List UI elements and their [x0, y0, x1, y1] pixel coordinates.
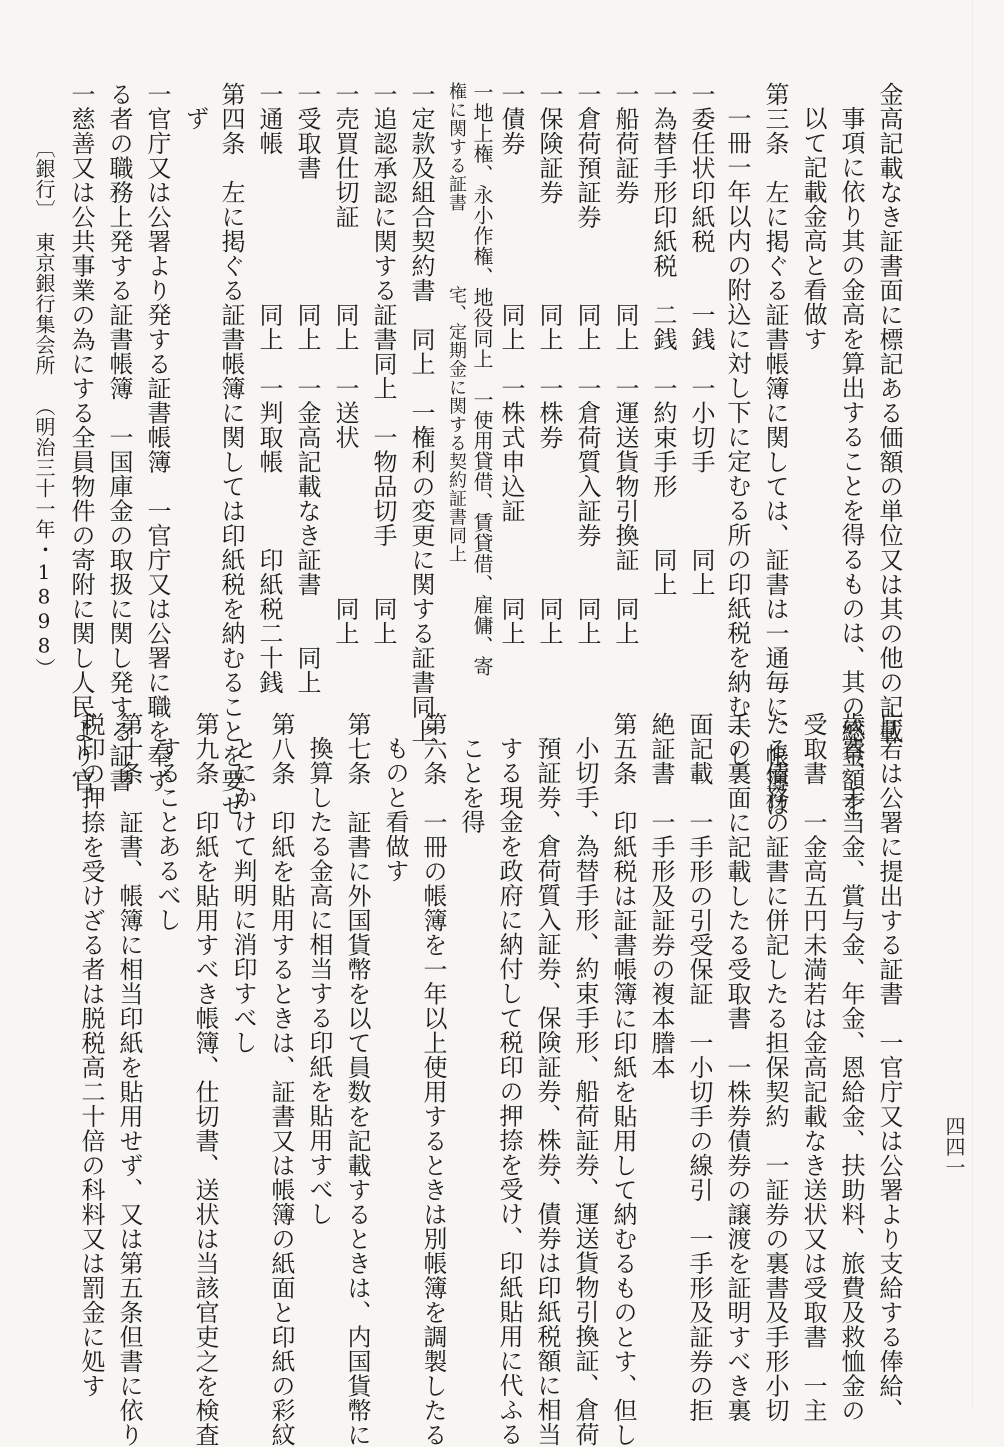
- tax-list-row: 一定款及組合契約書 同上 一権利の変更に関する証書同上: [407, 82, 435, 744]
- top-column: 事項に依り其の金高を算出することを得るものは、其の総金額を: [837, 106, 865, 817]
- top-column: ず: [181, 106, 209, 131]
- page-number: 四四一: [942, 1116, 966, 1178]
- tax-list-row: 一船荷証券 同上 一運送貨物引換証 同上: [611, 82, 639, 646]
- bottom-column: する現金を政府に納付して税印の押捺を受け、印紙貼用に代ふる: [495, 736, 523, 1447]
- top-column: 以て記載金高と看做す: [799, 106, 827, 351]
- tax-list-row: 一通帳 同上 一判取帳 印紙税二十銭: [255, 82, 283, 695]
- bottom-column: 絶証書 一手形及証券の複本謄本: [647, 712, 675, 1080]
- article-5-heading: 第五条 印紙税は証書帳簿に印紙を貼用して納むるものとす、但し: [609, 712, 637, 1447]
- tax-list-row: 一地上権、永小作権、地役同上 一使用貸借、賃貸借、雇傭、寄: [470, 82, 494, 677]
- tax-list-row: 一売買仕切証 同上 一送状 同上: [331, 82, 359, 646]
- bottom-column: 歳費、手当金、賞与金、年金、恩給金、扶助料、旅費及救恤金の: [837, 712, 865, 1423]
- article-7-heading: 第七条 証書に外国貨幣を以て員数を記載するときは、内国貨幣に: [343, 712, 371, 1447]
- footer-section: 〔銀行〕: [32, 138, 56, 220]
- bottom-column: 預証券、倉荷質入証券、保険証券、株券、債券は印紙税額に相当: [533, 736, 561, 1447]
- footer-date: （明治三十一年・1898）: [32, 396, 56, 679]
- tax-list-row: 一委任状印紙税 一銭 一小切手 同上: [687, 82, 715, 597]
- article-6-heading: 第六条 一冊の帳簿を一年以上使用するときは別帳簿を調製したる: [419, 712, 447, 1447]
- top-column: 一官庁又は公署より発する証書帳簿 一官庁又は公署に職を奉ず: [143, 82, 171, 793]
- tax-list-row: 権に関する証書 宅、定期金に関する契約証書同上: [446, 82, 467, 563]
- tax-list-row: 一追認承認に関する証書同上 一物品切手 同上: [369, 82, 397, 646]
- bottom-column: 税印の押捺を受けざる者は脱税高二十倍の科料又は罰金に処す: [77, 712, 105, 1398]
- bottom-column: 庁若は公署に提出する証書 一官庁又は公署より支給する俸給、: [875, 712, 903, 1423]
- tax-list-row: 一受取書 同上 一金高記載なき証書 同上: [293, 82, 321, 695]
- article-9-heading: 第九条 印紙を貼用すべき帳簿、仕切書、送状は当該官吏之を検査: [191, 712, 219, 1447]
- bottom-column: ことを得: [457, 736, 485, 834]
- bottom-column: 小切手、為替手形、約束手形、船荷証券、運送貨物引換証、倉荷: [571, 736, 599, 1447]
- footer-source: 東京銀行集会所: [32, 232, 56, 376]
- article-8-heading: 第八条 印紙を貼用するときは、証書又は帳簿の紙面と印紙の彩紋: [267, 712, 295, 1447]
- top-column: 金高記載なき証書面に標記ある価額の単位又は其の他の記載: [875, 82, 903, 744]
- tax-list-row: 一為替手形印紙税 二銭 一約束手形 同上: [649, 82, 677, 597]
- top-column: 一冊一年以内の附込に対し下に定むる所の印紙税を納むへし: [723, 106, 751, 768]
- tax-list-row: 一保険証券 同上 一株券 同上: [535, 82, 563, 646]
- bottom-column: 換算したる金高に相当する印紙を貼用すべし: [305, 736, 333, 1226]
- page-crease: [972, 0, 973, 1408]
- article-3-heading: 第三条 左に掲ぐる証書帳簿に関しては、証書は一通毎に、帳簿は: [761, 82, 789, 817]
- tax-list-row: 一倉荷預証券 同上 一倉荷質入証券 同上: [573, 82, 601, 646]
- bottom-column: 手の裏面に記載したる受取書 一株券債券の譲渡を証明すべき裏: [723, 712, 751, 1423]
- bottom-column: とにかけて判明に消印すべし: [229, 736, 257, 1055]
- bottom-column: たる債務の証書に併記したる担保契約 一証券の裏書及手形小切: [761, 712, 789, 1423]
- article-4-heading: 第四条 左に掲ぐる証書帳簿に関しては印紙税を納むることを要せ: [217, 82, 245, 817]
- tax-list-row: 一債券 同上 一株式申込証 同上: [497, 82, 525, 646]
- bottom-column: ものと看做す: [381, 736, 409, 883]
- bottom-column: することあるべし: [153, 736, 181, 932]
- top-column: 一慈善又は公共事業の為にする全員物件の寄附に関し人民より官: [67, 82, 95, 793]
- top-column: る者の職務上発する証書帳簿 一国庫金の取扱に関し発する証書: [105, 82, 133, 793]
- bottom-column: 受取書 一金高五円未満若は金高記載なき送状又は受取書 一主: [799, 712, 827, 1423]
- article-10-heading: 第十条 証書、帳簿に相当印紙を貼用せず、又は第五条但書に依り: [115, 712, 143, 1447]
- bottom-column: 面記載 一手形の引受保証 一小切手の線引 一手形及証券の拒: [685, 712, 713, 1423]
